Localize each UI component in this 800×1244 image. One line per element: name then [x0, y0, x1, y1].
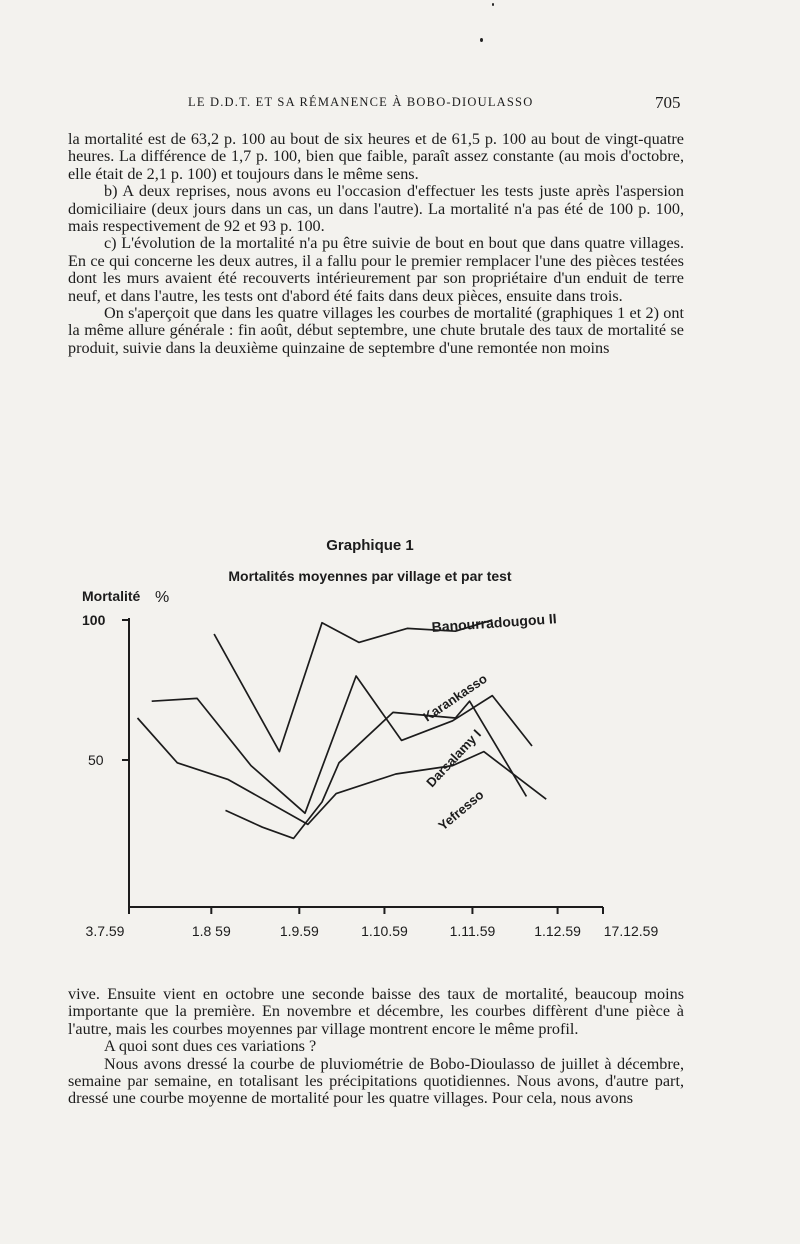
x-tick-label: 1.11.59: [449, 923, 496, 939]
series-label: Karankasso: [420, 670, 490, 725]
paragraph: A quoi sont dues ces variations ?: [104, 1037, 317, 1056]
y-axis-label: Mortalité: [82, 588, 141, 604]
line-chart: [0, 520, 800, 980]
chart-subtitle: Mortalités moyennes par village et par test: [228, 568, 512, 584]
chart-title: Graphique 1: [326, 537, 414, 554]
page-number: 705: [655, 93, 681, 112]
paper-speck: [480, 38, 483, 42]
x-tick-label: 1.12.59: [534, 923, 581, 939]
paragraph: c) L'évolution de la mortalité n'a pu être suivie de bout en bout que dans quatre villages. En ce qui concerne les deux autres, il a fallu pour le premier remplacer l'une des pièces testées dont les murs avaient été recouverts intérieurement par son propriétaire d'un enduit de terre neuf, et dans l'autre, les tests ont d'abord été faits dans deux pièces, ensuite dans trois.: [68, 234, 684, 305]
series-label: Banourradougou II: [431, 610, 558, 635]
series-line: [138, 718, 547, 824]
series-label: Darsalamy I: [423, 726, 484, 791]
series-line: [226, 701, 527, 838]
text-block-top: [68, 131, 684, 357]
x-tick-label: 3.7.59: [85, 923, 125, 939]
text-block-bottom: [68, 986, 684, 1108]
x-tick-label: 1.8 59: [191, 923, 231, 939]
y-tick-label: 100: [82, 612, 106, 628]
x-tick-label: 17.12.59: [603, 923, 659, 939]
y-tick-label: 50: [88, 752, 104, 768]
figure-graphique-1: [0, 520, 800, 980]
y-axis-unit: %: [155, 589, 170, 606]
paragraph: On s'aperçoit que dans les quatre villages les courbes de mortalité (graphiques 1 et 2) ont la même allure générale : fin août, début septembre, une chute brutale des taux de mortalité se produit, suivie dans la deuxième quinzaine de septembre d'une remontée non moins: [68, 304, 684, 357]
x-tick-label: 1.9.59: [279, 923, 319, 939]
paragraph: b) A deux reprises, nous avons eu l'occasion d'effectuer les tests juste après l'aspersion domiciliaire (deux jours dans un cas, un dans l'autre). La mortalité n'a pas été de 100 p. 100, mais respectivement de 92 et 93 p. 100.: [68, 182, 684, 236]
running-title: LE D.D.T. ET SA RÉMANENCE À BOBO-DIOULASSO: [188, 95, 534, 109]
paragraph: Nous avons dressé la courbe de pluviométrie de Bobo-Dioulasso de juillet à décembre, semaine par semaine, en totalisant les précipitations quotidiennes. Nous avons, d'autre part, dressé une courbe moyenne de mortalité pour les quatre villages. Pour cela, nous avons: [68, 1054, 684, 1108]
paper-speck: [492, 3, 494, 6]
page-header: [0, 93, 800, 117]
x-tick-label: 1.10.59: [361, 923, 408, 939]
series-label: Yefresso: [435, 786, 487, 834]
paragraph: vive. Ensuite vient en octobre une seconde baisse des taux de mortalité, beaucoup moins importante que la première. En novembre et décembre, les courbes diffèrent d'une pièce à l'autre, mais les courbes moyennes par village montrent encore le même profil.: [68, 985, 684, 1038]
paragraph: la mortalité est de 63,2 p. 100 au bout de six heures et de 61,5 p. 100 au bout de vingt-quatre heures. La différence de 1,7 p. 100, bien que faible, paraît assez constante (au mois d'octobre, elle était de 2,1 p. 100) et toujours dans le même sens.: [68, 130, 684, 183]
